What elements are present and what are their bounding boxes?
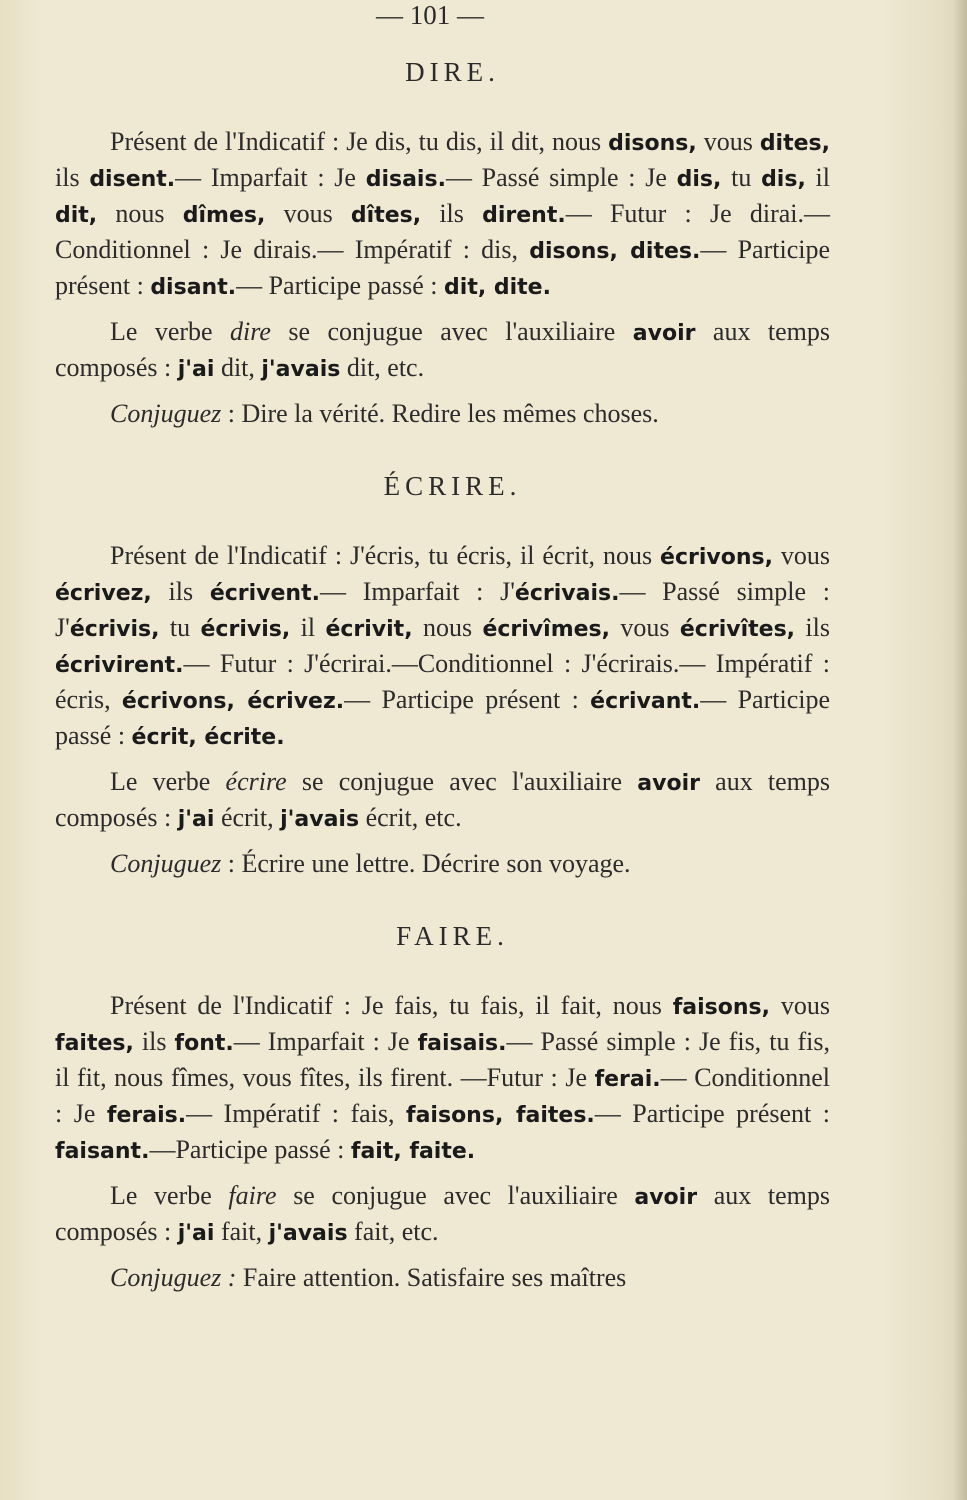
text-run: Le verbe [110,767,226,796]
text-run: Présent de l'Indicatif : J'écris, tu écris, il écrit, nous [110,541,661,570]
text-run: écrit, [214,803,281,832]
section-title: FAIRE. [396,921,509,951]
italic-verb: faire [228,1181,277,1210]
bold-form: font. [174,1031,234,1056]
text-run: Le verbe [110,1181,229,1210]
exercise-text: : Dire la vérité. Redire les mêmes choses. [221,399,659,428]
text-run: nous [412,613,483,642]
bold-form: écrivis, [200,617,291,642]
section-ecrire [55,469,830,881]
exercise-text: Faire attention. Satisfaire ses maîtres [236,1263,627,1292]
text-run: ils [421,199,483,228]
bold-form: dîmes, [182,203,266,228]
text-run: nous [97,199,183,228]
bold-form: écrivit, [325,617,413,642]
text-run: vous [772,541,831,570]
text-run: fait, etc. [347,1217,439,1246]
text-run: ils [133,1027,175,1056]
bold-form: ferais. [106,1103,187,1128]
bold-form: écrivis, [69,617,160,642]
page-content [55,55,830,1333]
bold-form: faites, [55,1031,134,1056]
page-edge-shadow [953,0,967,1500]
bold-form: j'ai [177,807,215,832]
text-run: il [805,163,830,192]
exercise-label: Conjuguez [110,399,222,428]
bold-form: j'ai [177,357,215,382]
bold-form: dirent. [482,203,566,228]
text-run: — Imparfait : Je [233,1027,418,1056]
text-run: vous [770,991,831,1020]
bold-form: fait, faite. [350,1139,476,1164]
bold-form: disant. [150,275,237,300]
bold-form: écrivez, [55,581,152,606]
bold-form: j'ai [177,1221,215,1246]
text-run: dit, [214,353,262,382]
text-run: — Participe présent : [344,685,591,714]
text-run: — Conditionnel : Je [55,1063,830,1128]
bold-form: dites, [759,131,830,156]
conjugation-paragraph [55,125,830,305]
text-run: ils [795,613,830,642]
bold-form: disais. [365,167,446,192]
conjugation-paragraph [55,989,830,1169]
section-dire [55,55,830,431]
section-faire [55,919,830,1295]
bold-form: dis, [676,167,722,192]
bold-form: dis, [761,167,806,192]
exercise-paragraph [55,847,830,881]
text-run: — Imparfait : J' [319,577,515,606]
bold-form: écrivant. [590,689,701,714]
text-run: Présent de l'Indicatif : Je fais, tu fais, il fait, nous [110,991,673,1020]
bold-form: disons, dites. [529,239,701,264]
bold-form: écrivais. [514,581,620,606]
text-run: aux temps composés : [55,1181,830,1246]
text-run: — Participe passé : [236,271,445,300]
text-run: — Participe présent : [594,1099,830,1128]
text-run: il [290,613,326,642]
bold-form: disons, [608,131,697,156]
text-run: — Impératif : fais, [186,1099,407,1128]
bold-form: disent. [89,167,176,192]
exercise-text: : Écrire une lettre. Décrire son voyage. [221,849,631,878]
bold-form: écrivîmes, [482,617,610,642]
auxiliary-paragraph [55,765,830,837]
text-run: ils [55,163,90,192]
text-run: — Passé simple : J' [55,577,830,642]
italic-verb: dire [230,317,271,346]
bold-form: j'avais [268,1221,348,1246]
bold-form: écrit, écrite. [131,725,285,750]
text-run: aux temps composés : [55,317,830,382]
bold-form: dîtes, [350,203,422,228]
bold-form: faisant. [55,1139,150,1164]
bold-form: j'avais [261,357,341,382]
bold-form: dit, dite. [444,275,551,300]
text-run: se conjugue avec l'auxiliaire [276,1181,635,1210]
bold-form: écrivent. [209,581,320,606]
text-run: — Imparfait : Je [175,163,366,192]
text-run: — Participe présent : [55,235,830,300]
section-title: ÉCRIRE. [383,471,522,501]
bold-form: écrivîtes, [679,617,796,642]
exercise-paragraph [55,397,830,431]
bold-form: avoir [637,771,700,796]
auxiliary-paragraph [55,1179,830,1251]
bold-form: faisons, faites. [406,1103,595,1128]
exercise-label: Conjuguez [110,849,222,878]
bold-form: j'avais [280,807,360,832]
bold-form: avoir [632,321,696,346]
text-run: tu [159,613,201,642]
text-run: écrit, etc. [359,803,462,832]
exercise-label: Conjuguez : [110,1263,237,1292]
bold-form: faisons, [672,995,770,1020]
bold-form: écrivirent. [55,653,184,678]
text-run: Le verbe [110,317,231,346]
text-run: vous [696,127,760,156]
text-run: dit, etc. [340,353,425,382]
bold-form: écrivons, écrivez. [121,689,345,714]
bold-form: ferai. [594,1067,661,1092]
bold-form: faisais. [417,1031,507,1056]
bold-form: avoir [634,1185,698,1210]
text-run: se conjugue avec l'auxiliaire [286,767,638,796]
text-run: — Futur : Je dirai.— Conditionnel : Je dirais.— Impératif : dis, [55,199,830,264]
exercise-paragraph [55,1261,830,1295]
text-run: — Passé simple : Je fis, tu fis, il fit, nous fîmes, vous fîtes, ils firent. —Futur : Je [55,1027,830,1092]
text-run: — Participe passé : [55,685,830,750]
bold-form: dit, [55,203,98,228]
auxiliary-paragraph [55,315,830,387]
text-run: aux temps composés : [55,767,830,832]
section-title: DIRE. [405,57,500,87]
text-run: Présent de l'Indicatif : Je dis, tu dis, il dit, nous [110,127,609,156]
text-run: — Passé simple : Je [445,163,677,192]
text-run: vous [265,199,351,228]
text-run: fait, [214,1217,269,1246]
bold-form: écrivons, [660,545,773,570]
text-run: ils [151,577,210,606]
text-run: tu [721,163,762,192]
italic-verb: écrire [225,767,287,796]
page-number: — 101 — [376,0,484,30]
text-run: vous [609,613,680,642]
text-run: se conjugue avec l'auxiliaire [270,317,633,346]
text-run: — Futur : J'écrirai.—Conditionnel : J'écrirais.— Impératif : écris, [55,649,830,714]
conjugation-paragraph [55,539,830,755]
text-run: —Participe passé : [149,1135,351,1164]
